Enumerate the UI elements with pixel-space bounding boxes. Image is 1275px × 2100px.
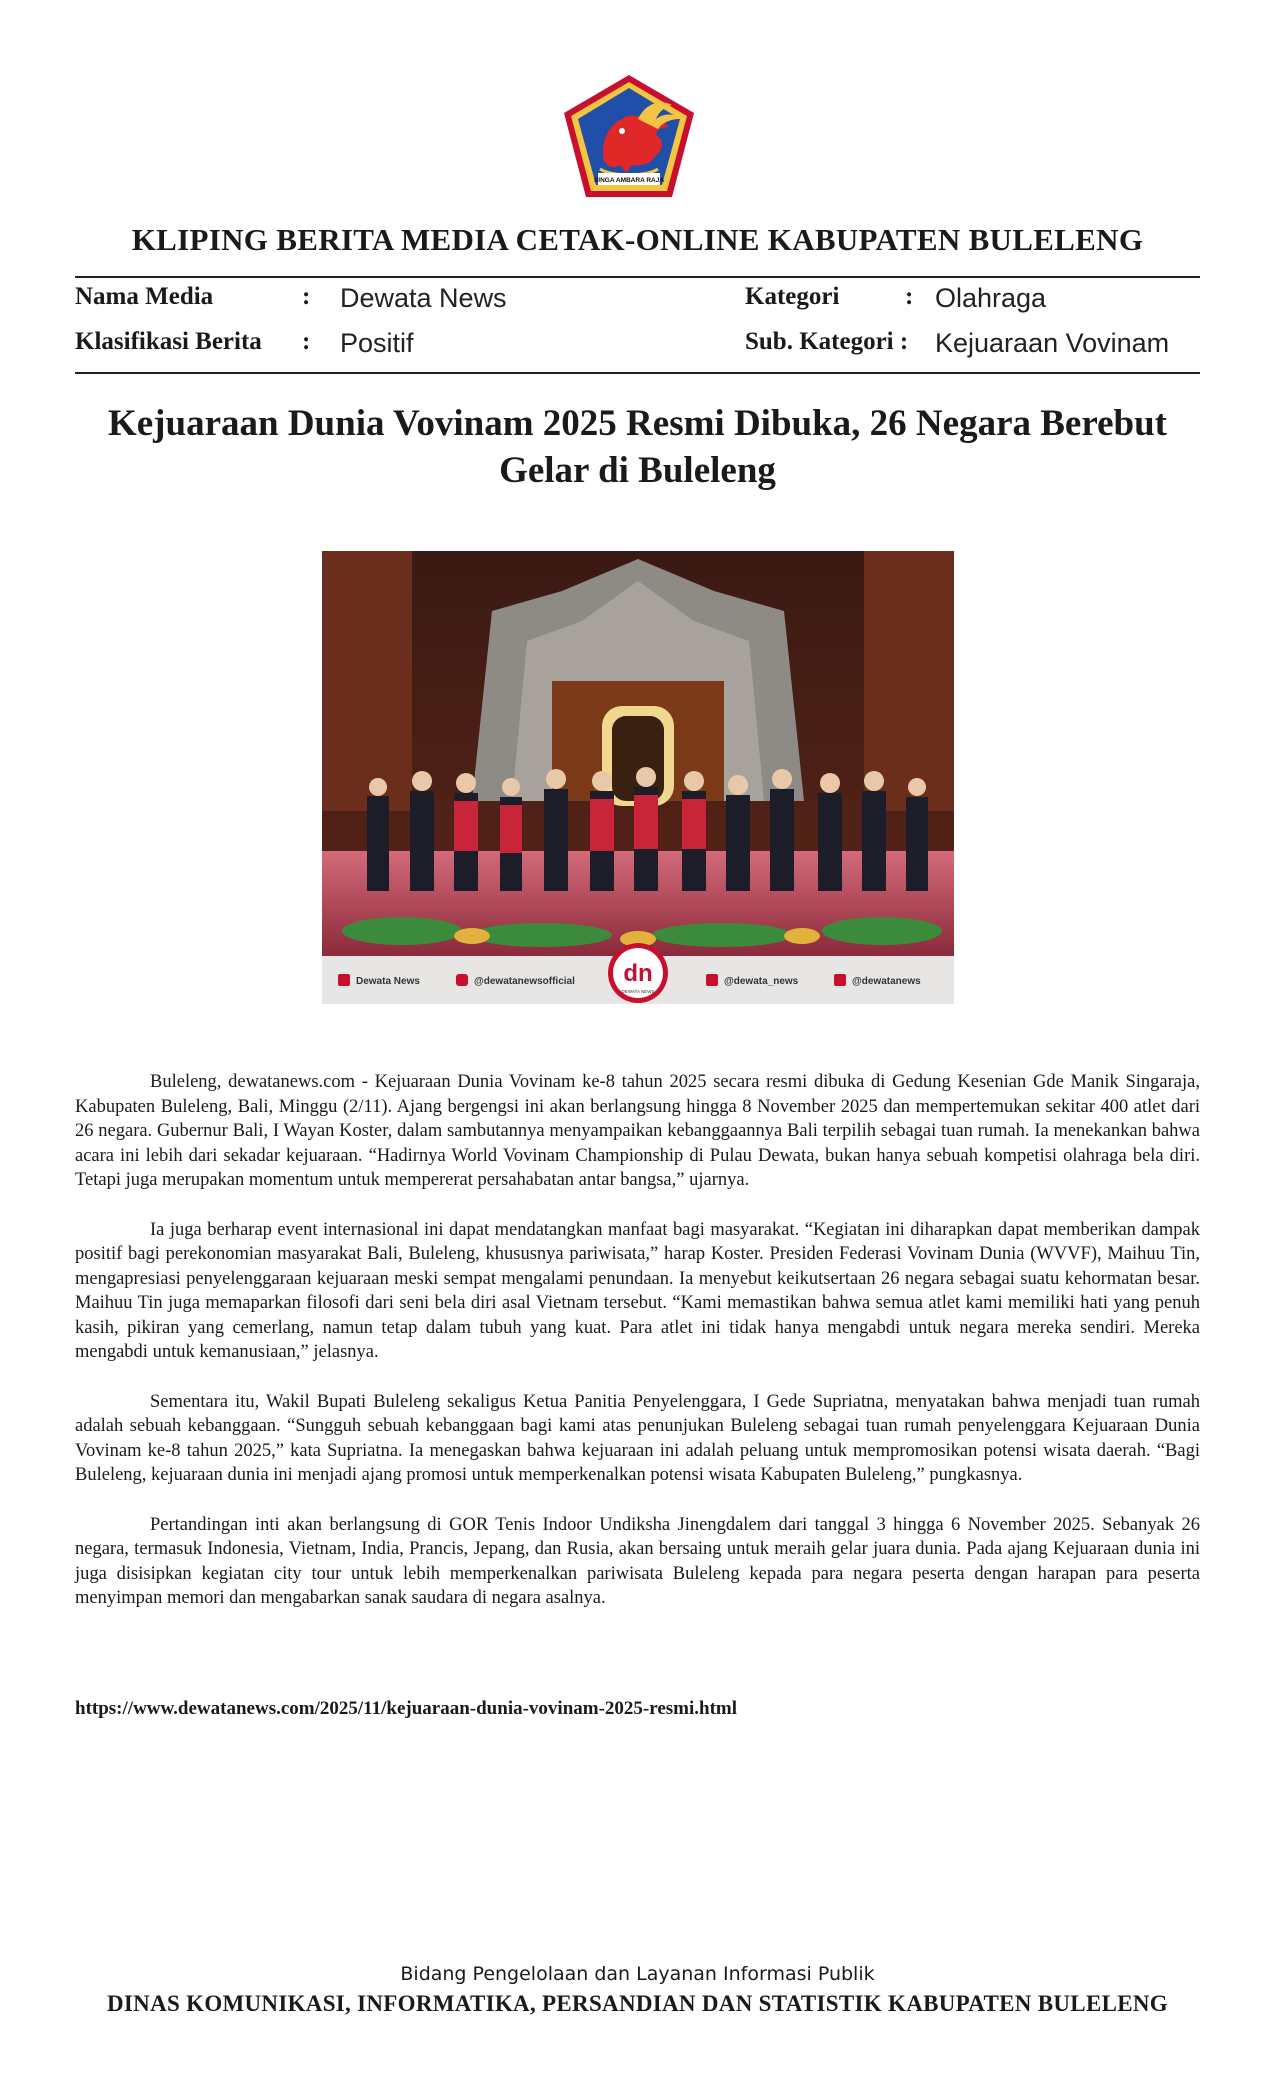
meta-row-classification [75, 328, 1200, 368]
category-label: Kategori [745, 283, 840, 310]
media-value: Dewata News [340, 283, 507, 313]
category-value: Olahraga [935, 283, 1047, 313]
badge-caption: DEWATA NEWS [621, 989, 655, 994]
classification-colon: : [302, 328, 311, 355]
article-body [75, 1070, 1200, 1636]
twitter-icon [706, 974, 718, 986]
instagram-icon [456, 974, 468, 986]
kabupaten-logo [560, 73, 698, 201]
badge-letters: dn [623, 960, 653, 987]
ceremony-stage-image [322, 551, 954, 1004]
singa-ambara-raja-crest-icon [560, 73, 698, 201]
article-paragraph: Pertandingan inti akan berlangsung di GOR Tenis Indoor Undiksha Jinengdalem dari tanggal 3 hingga 6 November 2025. Sebanyak 26 negara, termasuk Indonesia, Vietnam, India, Prancis, Jepang, dan Rusia, akan bersaing untuk meraih gelar juara dunia. Pada ajang Kejuaraan dunia ini juga disisipkan kegiatan city tour untuk lebih memperkenalkan pariwisata Buleleng kepada para negara peserta dengan harapan para peserta menyimpan memori dan mengabarkan sanak saudara di negara asalnya. [75, 1514, 1200, 1608]
media-colon: : [302, 283, 311, 310]
category-colon: : [905, 283, 914, 310]
document-title: KLIPING BERITA MEDIA CETAK-ONLINE KABUPATEN BULELENG [131, 222, 1144, 257]
classification-label: Klasifikasi Berita [75, 328, 262, 355]
tiktok-handle: @dewatanews [852, 976, 921, 987]
article-paragraph: Buleleng, dewatanews.com - Kejuaraan Dunia Vovinam ke-8 tahun 2025 secara resmi dibuka di Gedung Kesenian Gde Manik Singaraja, Kabupaten Buleleng, Bali, Minggu (2/11). Ajang bergengsi ini akan berlangsung hingga 8 November 2025 dan mempertemukan sekitar 400 atlet dari 26 negara. Gubernur Bali, I Wayan Koster, dalam sambutannya menyampaikan kebanggaannya Bali terpilih sebagai tuan rumah. Ia menekankan bahwa acara ini lebih dari sekadar kejuaraan. “Hadirnya World Vovinam Championship di Pulau Dewata, bukan hanya sebuah kompetisi olahraga bela diri. Tetapi juga merupakan momentum untuk mempererat persahabatan antar bangsa,” ujarnya. [75, 1072, 1200, 1190]
crest-motto: SINGA AMBARA RAJA [593, 177, 665, 184]
subcategory-value: Kejuaraan Vovinam [935, 328, 1170, 358]
tiktok-icon [834, 974, 846, 986]
article-photo [322, 551, 954, 1004]
article-headline: Kejuaraan Dunia Vovinam 2025 Resmi Dibuka, 26 Negara Berebut Gelar di Buleleng [107, 403, 1168, 491]
footer-department: Bidang Pengelolaan dan Layanan Informasi Publik [400, 1963, 875, 1985]
classification-value: Positif [340, 328, 414, 358]
facebook-icon [338, 974, 350, 986]
meta-row-media [75, 283, 1200, 323]
media-label: Nama Media [75, 283, 214, 310]
instagram-handle: @dewatanewsofficial [474, 976, 575, 987]
subcategory-label: Sub. Kategori : [745, 328, 909, 355]
twitter-handle: @dewata_news [724, 976, 799, 987]
footer-agency: DINAS KOMUNIKASI, INFORMATIKA, PERSANDIAN DAN STATISTIK KABUPATEN BULELENG [107, 1991, 1168, 2016]
meta-divider [75, 372, 1200, 374]
facebook-handle: Dewata News [356, 976, 420, 987]
header-divider [75, 276, 1200, 278]
article-paragraph: Ia juga berharap event internasional ini dapat mendatangkan manfaat bagi masyarakat. “Kegiatan ini diharapkan dapat memberikan dampak positif bagi perekonomian masyarakat Bali, Buleleng, khususnya pariwisata,” harap Koster. Presiden Federasi Vovinam Dunia (WVVF), Maihuu Tin, mengapresiasi penyelenggaraan kejuaraan meski sempat mengalami penundaan. Ia menyebut keikutsertaan 26 negara sebagai suatu kehormatan besar. Maihuu Tin juga memaparkan filosofi dari seni bela diri asal Vietnam tersebut. “Kami memastikan bahwa semua atlet kami memiliki hati yang penuh kasih, pikiran yang cemerlang, namun tetap dalam tubuh yang kuat. Para atlet ini tidak hanya mengabdi untuk negara mereka sendiri. Mereka mengabdi untuk kemanusiaan,” jelasnya. [75, 1219, 1200, 1362]
article-paragraph: Sementara itu, Wakil Bupati Buleleng sekaligus Ketua Panitia Penyelenggara, I Gede Supriatna, menyatakan bahwa menjadi tuan rumah adalah sebuah kebanggaan. “Sungguh sebuah kebanggaan bagi kami atas penunjukan Buleleng sebagai tuan rumah penyelenggara Kejuaraan Dunia Vovinam ke-8 tahun 2025,” kata Supriatna. Ia menegaskan bahwa kejuaraan ini adalah peluang untuk mempromosikan potensi wisata daerah. “Bagi Buleleng, kejuaraan dunia ini menjadi ajang promosi untuk memperkenalkan potensi wisata Kabupaten Buleleng,” pungkasnya. [75, 1391, 1200, 1485]
source-link[interactable]: https://www.dewatanews.com/2025/11/kejuaraan-dunia-vovinam-2025-resmi.html [75, 1698, 738, 1719]
